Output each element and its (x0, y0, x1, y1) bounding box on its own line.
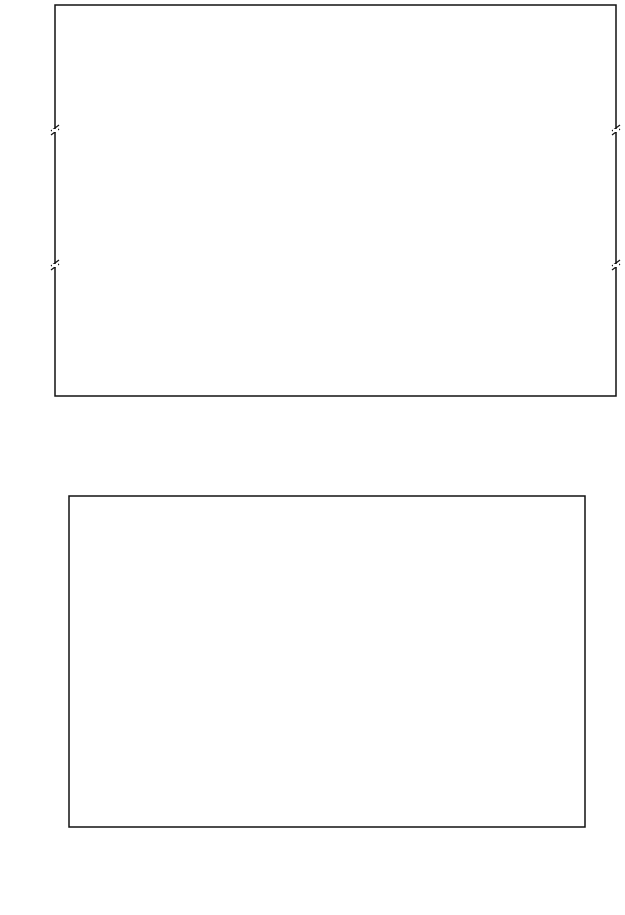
axis-break-markers (51, 125, 620, 270)
bottom-chart-frame (69, 496, 585, 827)
top-chart-frame (55, 5, 616, 396)
